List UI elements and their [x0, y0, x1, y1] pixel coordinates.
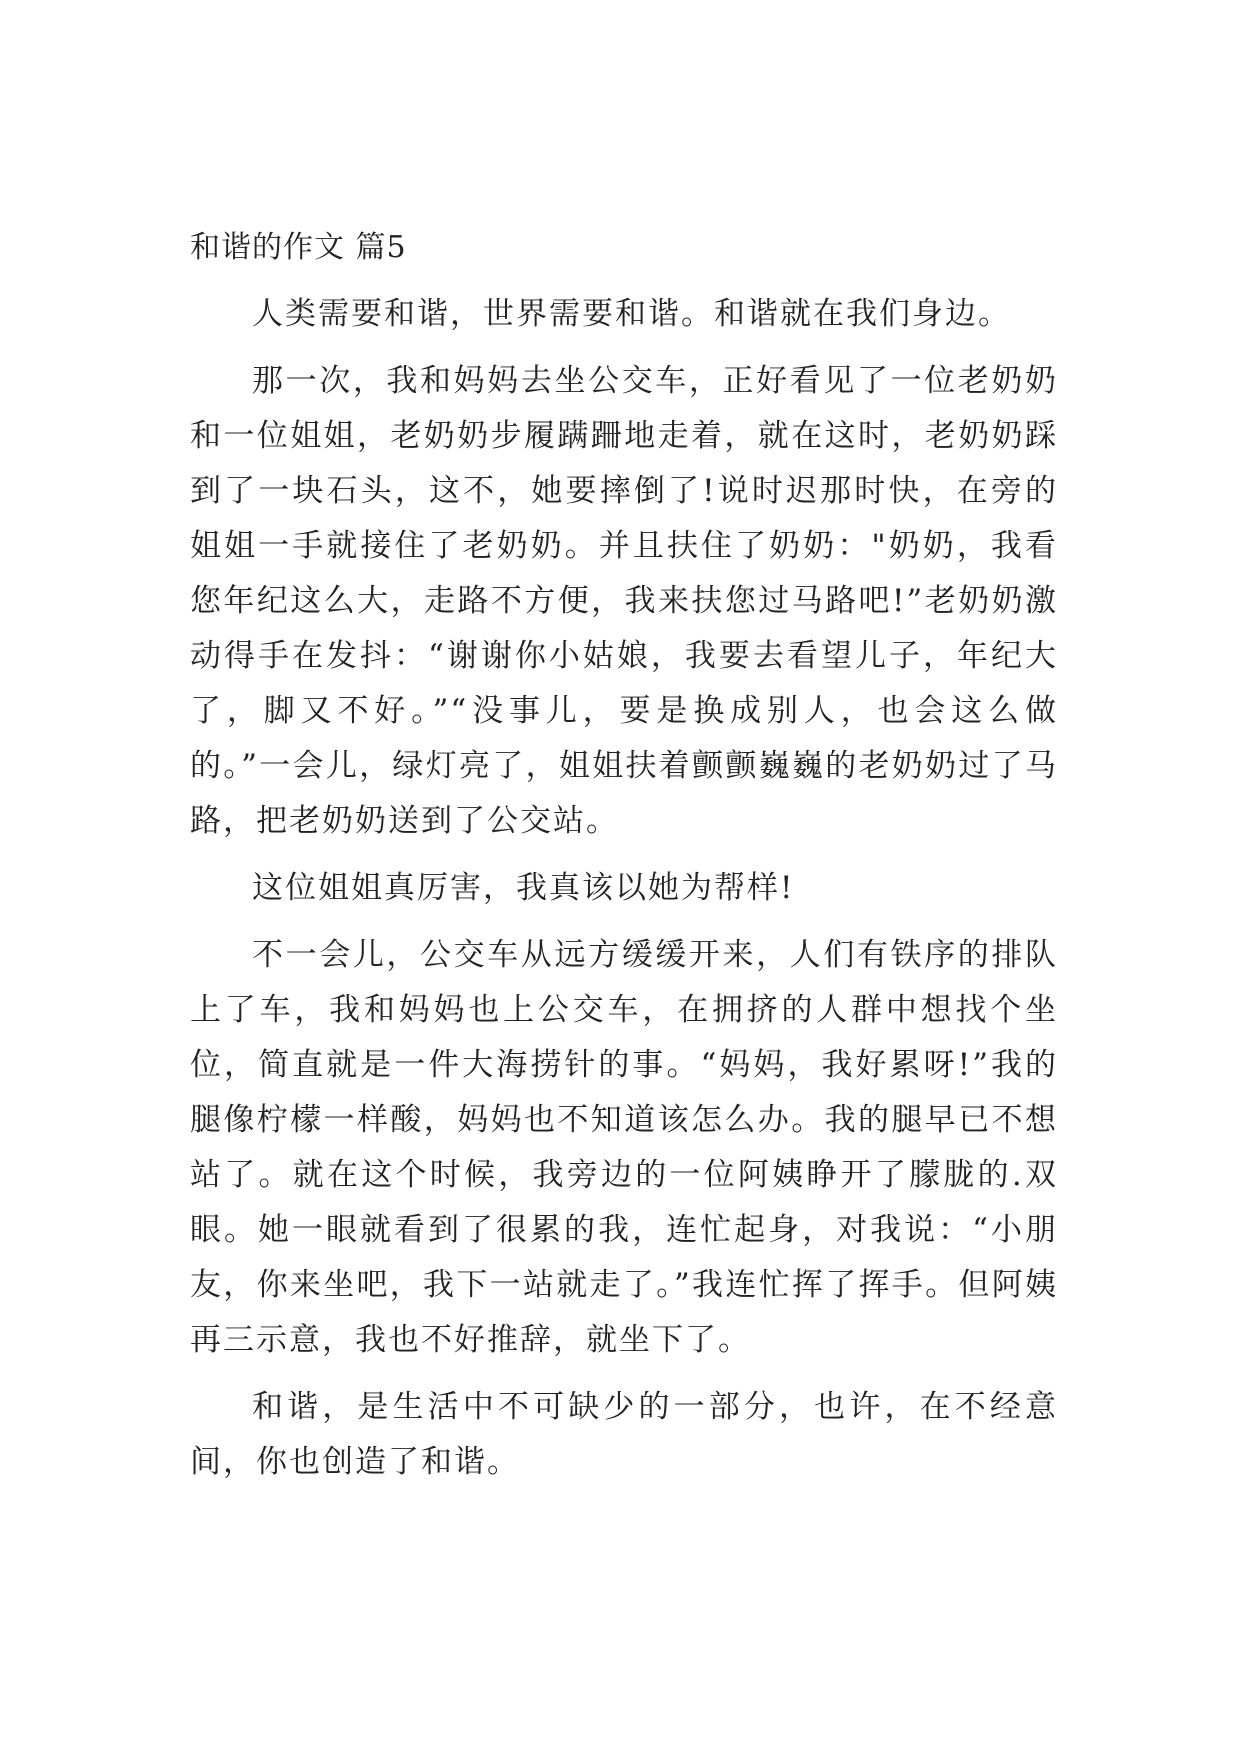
document-title: 和谐的作文 篇5 — [190, 230, 407, 265]
document-body — [190, 220, 1058, 1490]
paragraph-4: 不一会儿，公交车从远方缓缓开来，人们有铁序的排队上了车，我和妈妈也上公交车，在拥挤的人群中想找个坐位，简直就是一件大海捞针的事。“妈妈，我好累呀!”我的腿像柠檬一样酸，妈妈也不知道该怎么办。我的腿早已不想站了。就在这个时候，我旁边的一位阿姨睁开了朦胧的.双眼。她一眼就看到了很累的我，连忙起身，对我说：“小朋友，你来坐吧，我下一站就走了。”我连忙挥了挥手。但阿姨再三示意，我也不好推辞，就坐下了。 — [190, 937, 1058, 1358]
paragraph-5: 和谐，是生活中不可缺少的一部分，也许，在不经意间，你也创造了和谐。 — [190, 1389, 1058, 1480]
paragraph-2: 那一次，我和妈妈去坐公交车，正好看见了一位老奶奶和一位姐姐，老奶奶步履蹒跚地走着，就在这时，老奶奶踩到了一块石头，这不，她要摔倒了!说时迟那时快，在旁的姐姐一手就接住了老奶奶。并且扶住了奶奶："奶奶，我看您年纪这么大，走路不方便，我来扶您过马路吧!”老奶奶激动得手在发抖：“谢谢你小姑娘，我要去看望儿子，年纪大了，脚又不好。”“没事儿，要是换成别人，也会这么做的。”一会儿，绿灯亮了，姐姐扶着颤颤巍巍的老奶奶过了马路，把老奶奶送到了公交站。 — [190, 363, 1058, 839]
paragraph-1: 人类需要和谐，世界需要和谐。和谐就在我们身边。 — [252, 296, 1011, 332]
paragraph-3: 这位姐姐真厉害，我真该以她为帮样! — [252, 870, 795, 906]
